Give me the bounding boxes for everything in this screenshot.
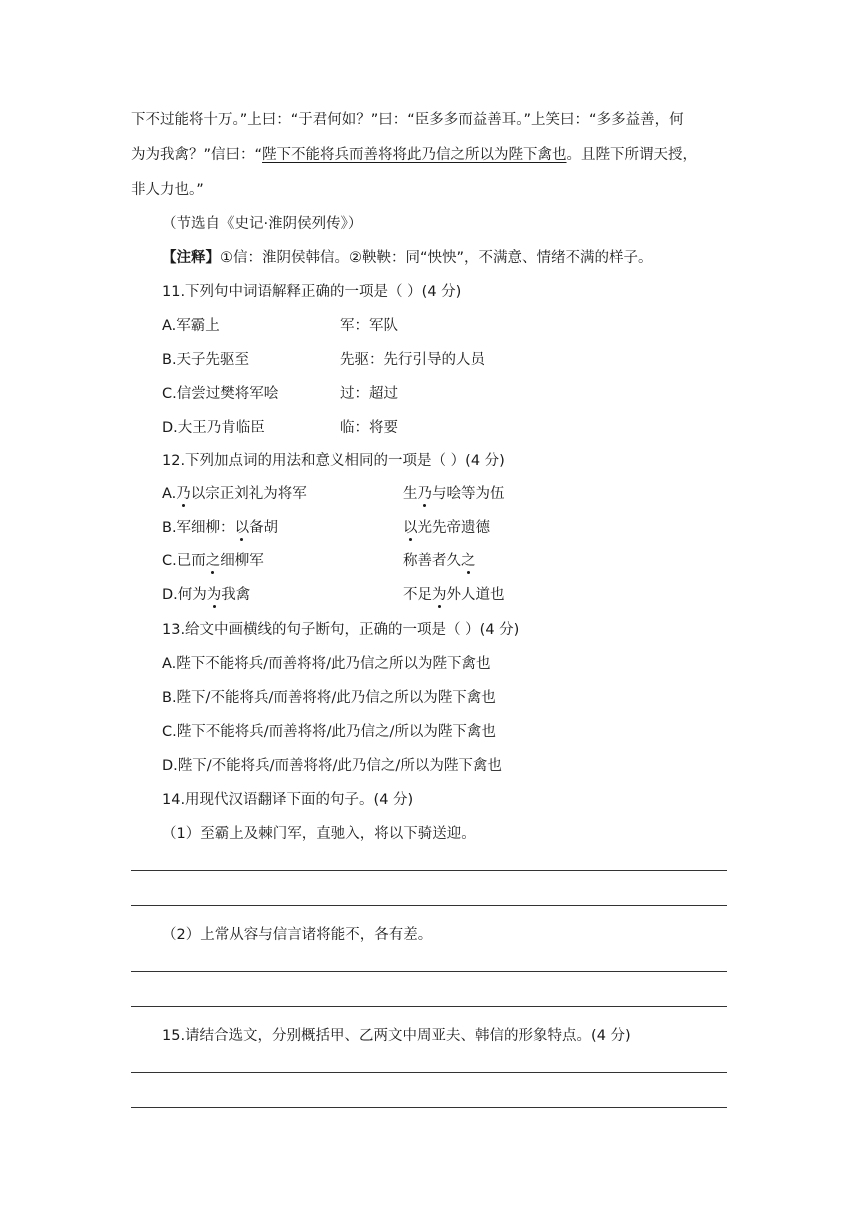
dotted-word: 以: [403, 520, 418, 536]
option-text: B.陛下/不能将兵/而善将将/此乃信之所以为陛下禽也: [162, 690, 496, 706]
translation-sentence: （1）至霸上及棘门军，直驰入，将以下骑送迎。: [162, 826, 476, 842]
option-text: D.大王乃肯临臣: [162, 420, 265, 436]
option-text: C.陛下不能将兵/而善将将/此乃信之/所以为陛下禽也: [162, 724, 496, 740]
question-stem: 15.请结合选文，分别概括甲、乙两文中周亚夫、韩信的形象特点。(4 分): [162, 1028, 631, 1044]
option-fragment: 称善者久: [403, 553, 461, 569]
annotation-text: ①信：淮阴侯韩信。②鞅鞅：同“怏怏”，不满意、情绪不满的样子。: [220, 250, 653, 266]
answer-line[interactable]: [131, 905, 727, 906]
answer-line[interactable]: [131, 1072, 727, 1073]
question-stem: 14.用现代汉语翻译下面的句子。(4 分): [162, 792, 414, 808]
option-explanation: 军：军队: [340, 318, 398, 334]
question-stem: 11.下列句中词语解释正确的一项是（ ）(4 分): [162, 284, 462, 300]
option-fragment: B.军细柳：: [162, 520, 235, 536]
option-fragment: 我禽: [221, 587, 251, 603]
option-fragment: 生: [403, 486, 418, 502]
option-fragment: 不足: [403, 587, 432, 603]
dotted-word: 乃: [176, 486, 191, 502]
option-text: B.天子先驱至: [162, 352, 250, 368]
dotted-word: 以: [234, 520, 250, 536]
option-text: C.信尝过樊将军哙: [162, 386, 279, 402]
option-fragment: A.: [162, 486, 177, 502]
passage-text: 为为我禽？”信曰：“: [131, 147, 263, 163]
option-fragment: 外人道也: [446, 587, 505, 603]
option-text: [162, 585, 250, 605]
dotted-word: 为: [206, 587, 222, 603]
option-fragment: 光先帝遗德: [417, 520, 490, 536]
translation-sentence: （2）上常从容与信言诸将能不，各有差。: [162, 927, 433, 943]
option-compare: [403, 585, 505, 605]
option-fragment: 细柳军: [220, 553, 264, 569]
option-compare: [403, 551, 476, 571]
answer-line[interactable]: [131, 1107, 727, 1108]
option-fragment: 备胡: [249, 520, 279, 536]
source-citation: （节选自《史记·淮阴侯列传》）: [162, 216, 363, 232]
annotation-label: 【注释】: [162, 250, 220, 266]
question-stem: 12.下列加点词的用法和意义相同的一项是（ ）(4 分): [162, 453, 505, 469]
answer-line[interactable]: [131, 870, 727, 871]
option-compare: [403, 484, 505, 504]
passage-line: 下不过能将十万。”上曰：“于君何如？”曰：“臣多多而益善耳。”上笑曰：“多多益善，何: [131, 112, 684, 128]
option-fragment: 与哙等为伍: [432, 486, 505, 502]
passage-text: 。且陛下所谓天授，: [566, 147, 698, 163]
option-text: [162, 484, 307, 504]
option-fragment: C.已而: [162, 553, 206, 569]
question-stem: 13.给文中画横线的句子断句，正确的一项是（ ）(4 分): [162, 622, 520, 638]
option-text: D.陛下/不能将兵/而善将将/此乃信之/所以为陛下禽也: [162, 758, 502, 774]
answer-line[interactable]: [131, 1006, 727, 1007]
passage-line: 非人力也。”: [131, 182, 204, 198]
dotted-word: 之: [205, 553, 221, 569]
dotted-word: 之: [461, 553, 476, 569]
answer-line[interactable]: [131, 971, 727, 972]
annotation: [162, 248, 653, 268]
option-explanation: 先驱：先行引导的人员: [340, 352, 485, 368]
dotted-word: 为: [432, 587, 447, 603]
dotted-word: 乃: [417, 486, 432, 502]
option-fragment: D.何为: [162, 587, 207, 603]
option-text: [162, 551, 264, 571]
passage-line: [131, 145, 697, 165]
option-explanation: 过：超过: [340, 386, 398, 402]
option-fragment: 以宗正刘礼为将军: [190, 486, 307, 502]
option-text: A.陛下不能将兵/而善将将/此乃信之所以为陛下禽也: [162, 656, 491, 672]
option-text: A.军霸上: [162, 318, 220, 334]
option-text: [162, 518, 278, 538]
option-explanation: 临：将要: [340, 420, 398, 436]
underlined-sentence: 陛下不能将兵而善将将此乃信之所以为陛下禽也: [262, 147, 567, 163]
option-compare: [403, 518, 490, 538]
